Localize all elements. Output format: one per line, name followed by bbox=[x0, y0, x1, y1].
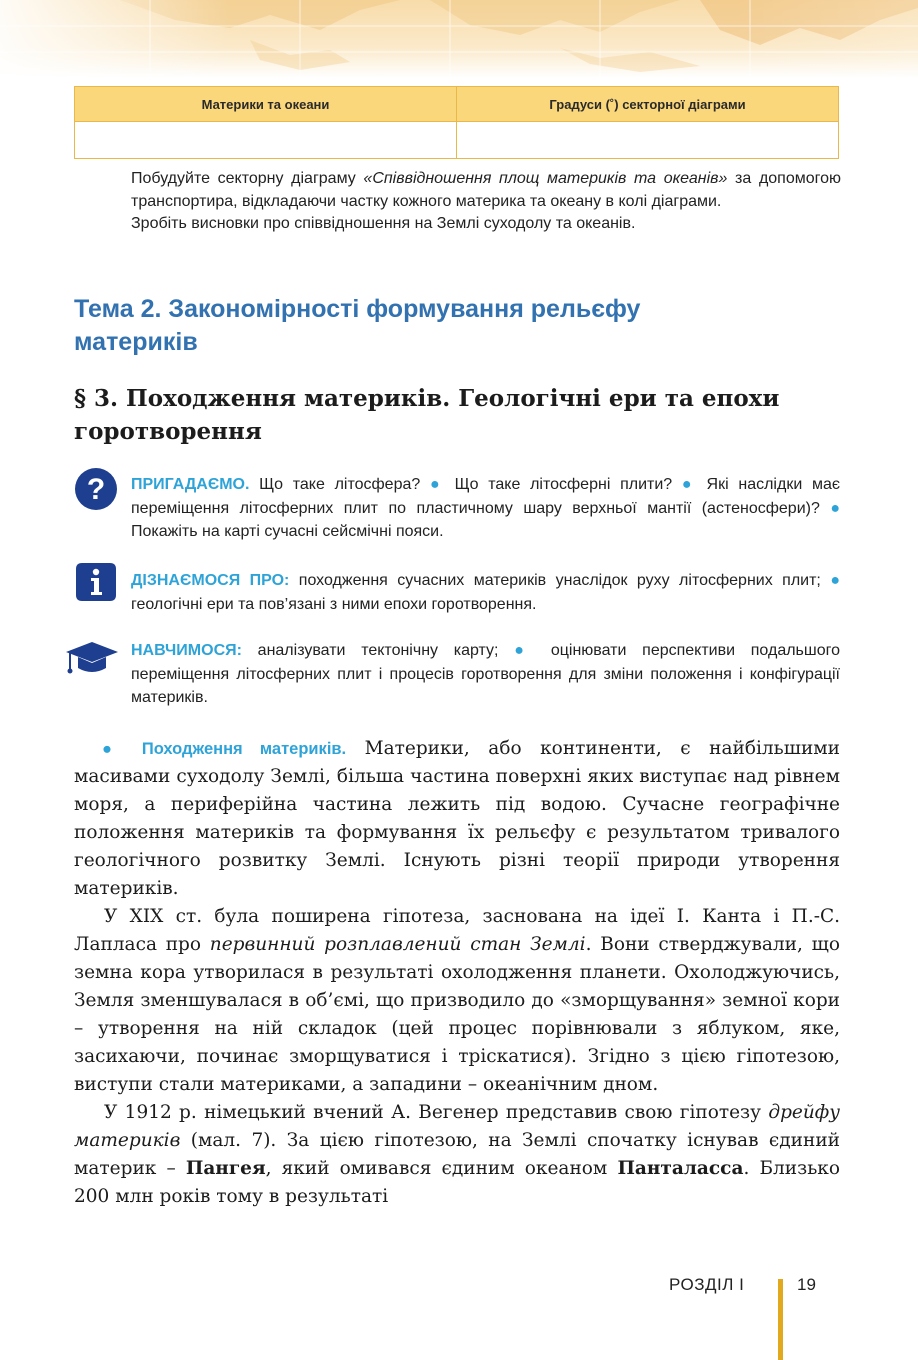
body-term: дрейфу материків bbox=[74, 1102, 840, 1151]
main-body-text bbox=[74, 735, 840, 1211]
body-paragraph bbox=[74, 903, 840, 1099]
table-row bbox=[75, 122, 839, 159]
body-text: У 1912 р. німецький вчений А. Вегенер представив свою гіпотезу bbox=[104, 1102, 769, 1123]
recall-block bbox=[74, 467, 840, 547]
world-map-banner bbox=[0, 0, 918, 78]
task-paragraph bbox=[131, 168, 841, 213]
bullet-icon: ● bbox=[830, 572, 840, 589]
page-number: 19 bbox=[797, 1275, 816, 1294]
table-cell bbox=[75, 122, 457, 159]
learn-about-text bbox=[131, 569, 840, 616]
body-text: . Близько 200 млн років тому в результаті bbox=[74, 1158, 840, 1207]
task-text: Побудуйте секторну діаграму bbox=[131, 170, 364, 187]
footer-divider bbox=[778, 1279, 783, 1360]
body-text: У XIX ст. була поширена гіпотеза, заснована на ідеї І. Канта і П.-С. Лапласа про bbox=[74, 906, 840, 955]
svg-text:?: ? bbox=[86, 473, 106, 506]
topic-title: Тема 2. Закономірності формування рельєфу материків bbox=[74, 295, 641, 356]
recall-question: Що таке літосфера? bbox=[249, 476, 430, 493]
will-learn-text bbox=[131, 639, 840, 710]
table-header-cell: Материки та океани bbox=[75, 87, 457, 122]
will-learn-lead: НАВЧИМОСЯ: bbox=[131, 642, 242, 659]
section-label: РОЗДІЛ I bbox=[669, 1275, 745, 1294]
table-header-row bbox=[75, 87, 839, 122]
body-text: , який омивався єдиним океаном bbox=[265, 1158, 618, 1179]
recall-lead: ПРИГАДАЄМО. bbox=[131, 476, 250, 493]
recall-text bbox=[131, 473, 840, 544]
question-icon bbox=[74, 467, 118, 511]
learn-about-lead: ДІЗНАЄМОСЯ ПРО: bbox=[131, 572, 290, 589]
bullet-icon: ● bbox=[830, 499, 840, 517]
table-cell bbox=[457, 122, 839, 159]
section-title: § 3. Походження материків. Геологічні ери та епохи горотворення bbox=[74, 385, 780, 445]
task-text: за допомогою транспортира, відкладаючи частку кожного материка та океану в колі діаграми. bbox=[131, 170, 842, 210]
recall-question: Покажіть на карті сучасні сейсмічні пояси. bbox=[131, 523, 444, 540]
learn-about-item: геологічні ери та пов’язані з ними епохи горотворення. bbox=[131, 595, 537, 613]
body-term-bold: Панталасса bbox=[617, 1158, 744, 1179]
body-paragraph bbox=[74, 1099, 840, 1211]
learn-about-block bbox=[74, 561, 840, 621]
task-chart-title: «Співвідношення площ материків та океанів» bbox=[363, 170, 728, 187]
will-learn-item: оцінювати перспективи подальшого переміщення літосферних плит і процесів горотворення для зміни положення і конфігурації материків. bbox=[131, 642, 840, 706]
body-text: . Вони стверджували, що земна кора утворилася в результаті охолодження планети. Охолоджуючись, Земля зменшувалася в об’ємі, що призводило до «зморщування» земної кори – утворення на ній складок (цей процес порівнювали з яблуком, яке, засихаючи, починає зморщуватися і тріскатися). Згідно з цією гіпотезою, виступи стали материками, а западини – океанічним дном. bbox=[74, 934, 840, 1095]
will-learn-block bbox=[74, 636, 840, 712]
task-paragraph: Зробіть висновки про співвідношення на Землі суходолу та океанів. bbox=[131, 215, 636, 232]
body-term: первинний розплавлений стан Землі bbox=[209, 934, 586, 955]
body-text: (мал. 7). За цією гіпотезою, на Землі спочатку існував єдиний материк – bbox=[74, 1130, 840, 1179]
body-text: Материки, або континенти, є найбільшими масивами суходолу Землі, більша частина поверхні яких виступає над рівнем моря, а периферійна частина лежить під водою. Сучасне географічне положення материків та формування їх рельєфу є результатом тривалого геологічного розвитку Землі. Існують різні теорії природи утворення материків. bbox=[74, 738, 841, 899]
table-header-cell: Градуси (˚) секторної діаграми bbox=[457, 87, 839, 122]
body-term-bold: Пангея bbox=[185, 1158, 266, 1179]
bullet-icon: ● bbox=[681, 476, 697, 493]
bullet-icon: ● bbox=[514, 642, 536, 659]
graduation-cap-icon bbox=[64, 638, 120, 678]
will-learn-item: аналізувати тектонічну карту; bbox=[241, 642, 515, 659]
task-instructions bbox=[131, 168, 841, 236]
bullet-icon: ● bbox=[430, 476, 445, 493]
subheading-origin-of-continents: ● Походження материків. bbox=[102, 740, 347, 758]
recall-question: Що таке літосферні плити? bbox=[444, 476, 682, 493]
continents-oceans-table bbox=[74, 86, 839, 159]
recall-question: Які наслідки має переміщення літосферних плит по пластичному шару верхньої мантії (астеносфери)? bbox=[131, 476, 841, 517]
info-icon bbox=[74, 561, 118, 603]
learn-about-item: походження сучасних материків унаслідок руху літосферних плит; bbox=[289, 572, 831, 589]
body-paragraph bbox=[74, 735, 840, 903]
